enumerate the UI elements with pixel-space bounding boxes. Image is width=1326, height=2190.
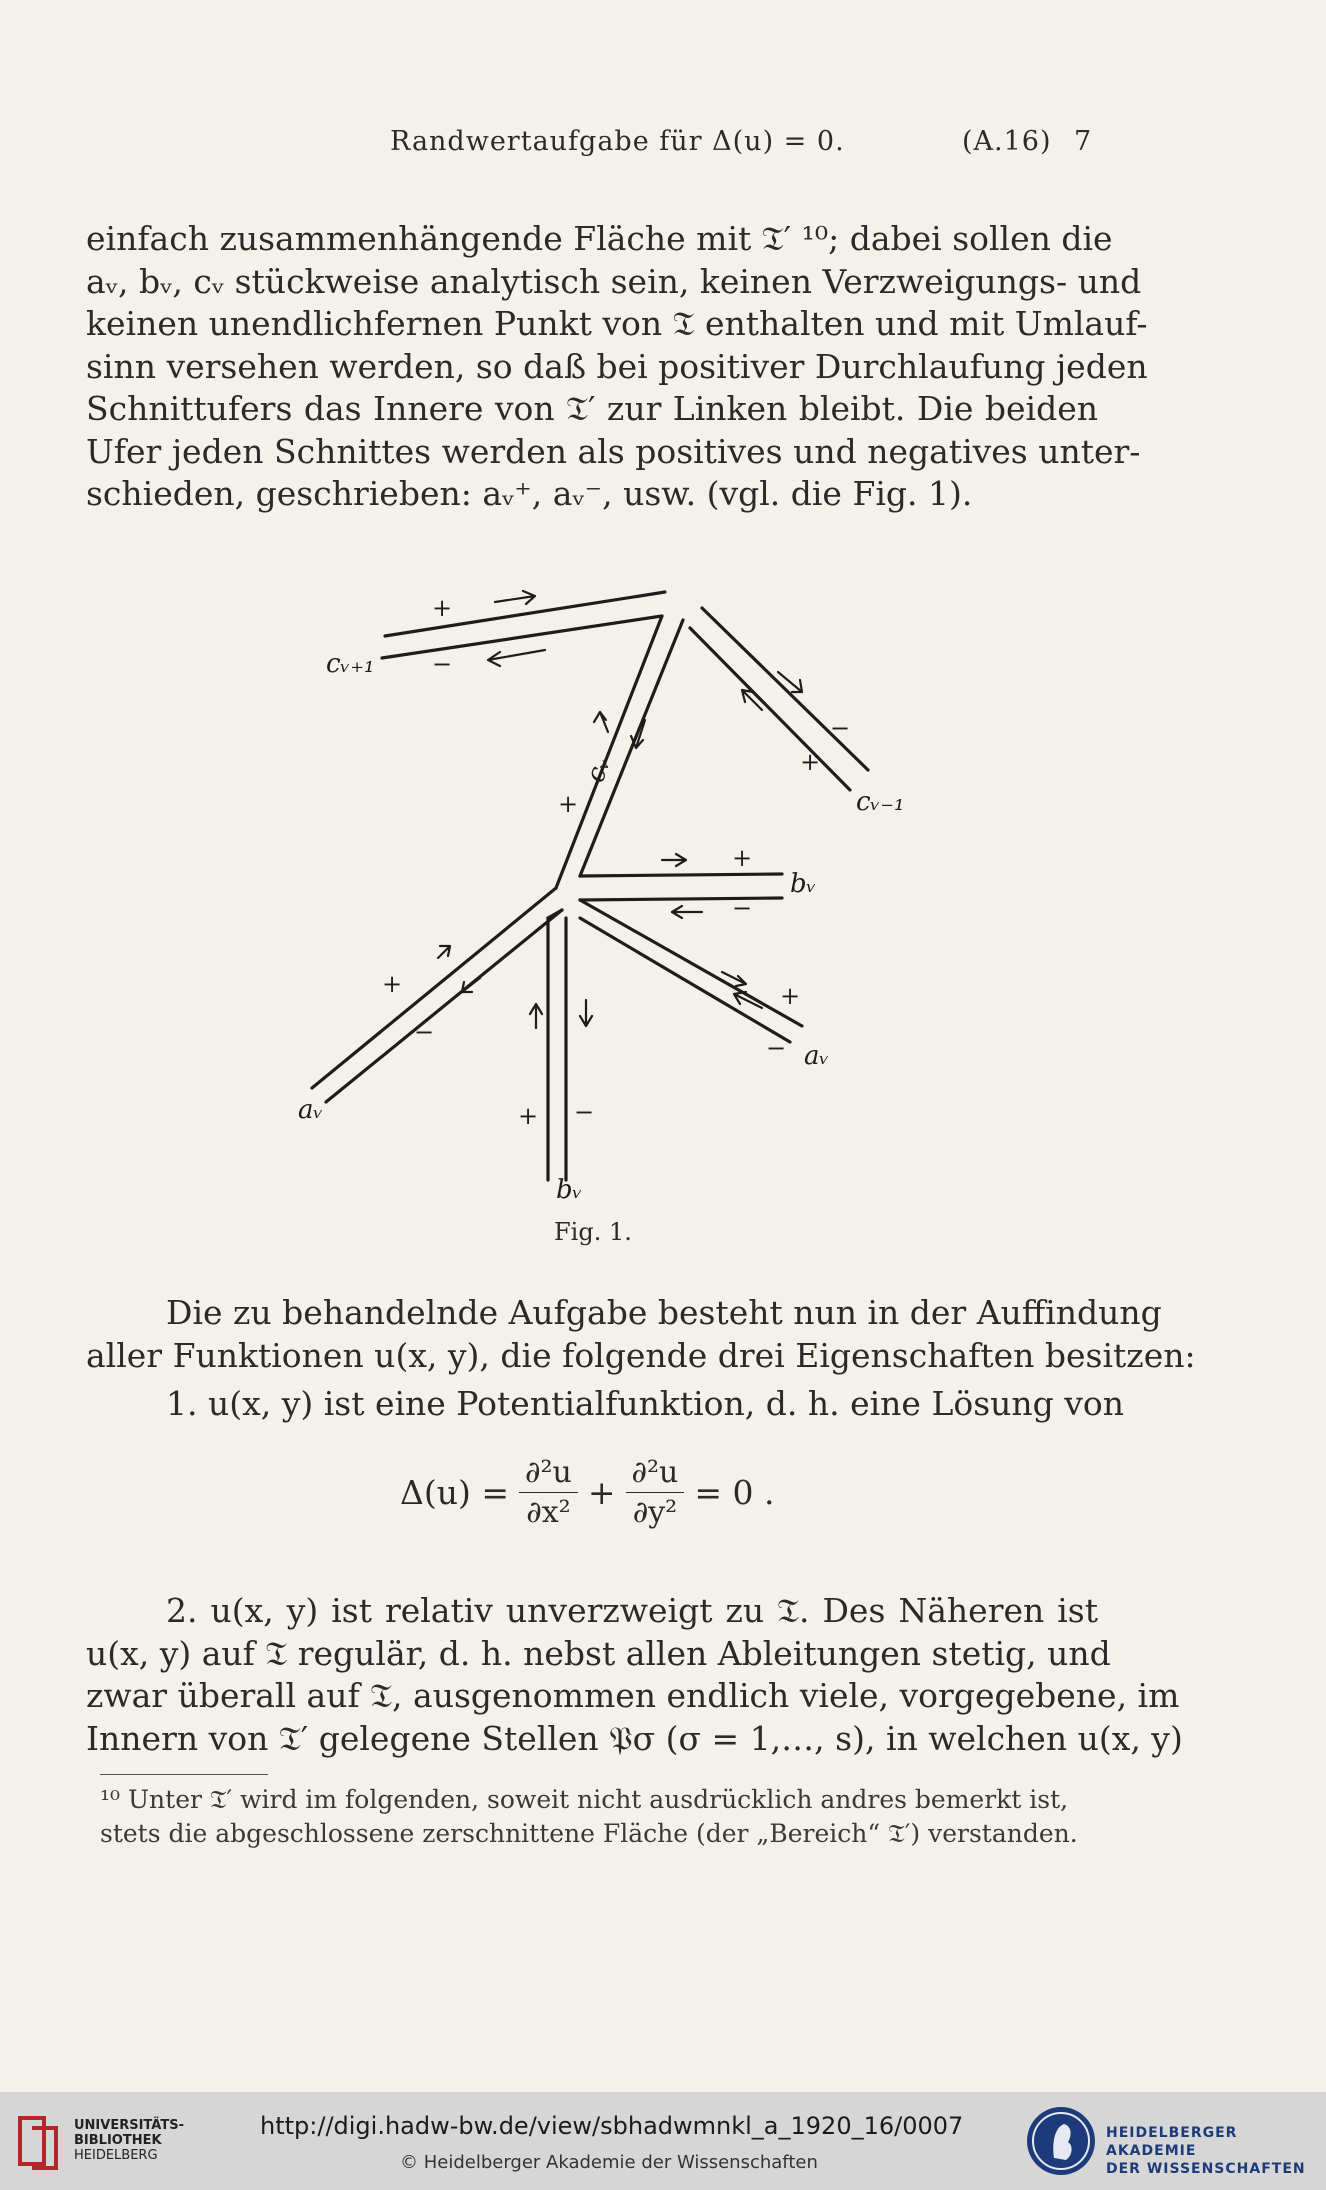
- text-line: aller Funktionen u(x, y), die folgende drei Eigenschaften besitzen:: [86, 1335, 1196, 1375]
- arrow-mark: [580, 1000, 592, 1026]
- text-line: u(x, y) auf 𝔗 regulär, d. h. nebst allen Ableitungen stetig, und: [86, 1633, 1111, 1673]
- arrow-mark: [488, 650, 545, 666]
- laplace-equation: [400, 1455, 775, 1530]
- text-line: Die zu behandelnde Aufgabe besteht nun in der Auffindung: [166, 1293, 1162, 1332]
- copyright-notice: © Heidelberger Akademie der Wissenschaften: [400, 2152, 818, 2173]
- plus-sign: +: [518, 1102, 539, 1130]
- cut-c-prev-upper: [702, 608, 868, 770]
- figure-caption: Fig. 1.: [554, 1218, 632, 1246]
- plus-sign: +: [382, 970, 403, 998]
- plus-sign: +: [800, 748, 821, 776]
- fraction-d2u-dy2: [626, 1455, 685, 1530]
- label-b-lower: bᵥ: [556, 1175, 583, 1200]
- footnote-rule: [100, 1774, 268, 1775]
- arrow-mark: [594, 712, 608, 732]
- cut-a-right-lower: [580, 918, 790, 1042]
- arrow-mark: [672, 906, 702, 918]
- cut-c-next-lower: [382, 616, 662, 658]
- cut-a-right-upper: [580, 900, 802, 1026]
- text-line: keinen unendlichfernen Punkt von 𝔗 enthalten und mit Umlauf-: [86, 304, 1148, 343]
- label-c-prev: cᵥ₋₁: [856, 787, 905, 817]
- plus-sign: +: [432, 594, 453, 622]
- cut-c-prev-lower: [690, 628, 850, 790]
- text-line: schieden, geschrieben: aᵥ⁺, aᵥ⁻, usw. (vgl. die Fig. 1).: [86, 474, 973, 513]
- cut-c-nu-left: [556, 616, 662, 888]
- arrow-mark: [495, 591, 535, 604]
- plus-sign: +: [558, 790, 579, 818]
- formula-lhs: Δ(u) =: [400, 1473, 509, 1512]
- minus-sign: −: [830, 714, 851, 742]
- numerator: ∂²u: [519, 1455, 578, 1493]
- arrow-mark: [778, 672, 802, 692]
- plus-sign: +: [732, 844, 753, 872]
- text-line: 1. u(x, y) ist eine Potentialfunktion, d. h. eine Lösung von: [166, 1384, 1125, 1423]
- permalink-url[interactable]: http://digi.hadw-bw.de/view/sbhadwmnkl_a_1920_16/0007: [260, 2112, 964, 2140]
- paragraph-intro: [86, 218, 1148, 516]
- viewer-footer: [0, 2092, 1326, 2190]
- denominator: ∂x²: [526, 1495, 571, 1530]
- cut-c-nu-right: [580, 620, 683, 876]
- label-a-left: aᵥ: [298, 1095, 324, 1125]
- running-header-title: Randwertaufgabe für Δ(u) = 0.: [390, 126, 845, 157]
- label-c-nu: cᵥ: [580, 753, 617, 787]
- label-c-next: cᵥ₊₁: [326, 649, 375, 679]
- paragraph-regularity: [86, 1590, 1183, 1760]
- cut-a-left-upper: [312, 888, 556, 1088]
- academy-name: HEIDELBERGER AKADEMIE DER WISSENSCHAFTEN: [1106, 2125, 1306, 2177]
- denominator: ∂y²: [632, 1495, 678, 1530]
- text-line: Innern von 𝔗′ gelegene Stellen 𝔓σ (σ = 1,…, s), in welchen u(x, y): [86, 1718, 1183, 1758]
- minus-sign: −: [574, 1098, 595, 1126]
- arrow-mark: [662, 854, 686, 866]
- label-a-right: aᵥ: [804, 1041, 830, 1071]
- minus-sign: −: [766, 1034, 787, 1062]
- running-header-ref: (A.16): [962, 126, 1052, 157]
- minus-sign: −: [732, 894, 753, 922]
- university-library-name: UNIVERSITÄTS- BIBLIOTHEK HEIDELBERG: [74, 2118, 184, 2163]
- footnote-10: ¹⁰ Unter 𝔗′ wird im folgenden, soweit nicht ausdrücklich andres bemerkt ist, stets die abgeschlossene zerschnittene Fläche (der „Bereich“ 𝔗′) verstanden.: [100, 1785, 1078, 1848]
- cut-b-upper-top: [580, 874, 782, 876]
- label-b-upper: bᵥ: [790, 869, 817, 899]
- plus-operator: +: [587, 1473, 616, 1512]
- minus-sign: −: [414, 1018, 435, 1046]
- university-library-logo-icon: [14, 2110, 62, 2172]
- text-line: aᵥ, bᵥ, cᵥ stückweise analytisch sein, keinen Verzweigungs- und: [86, 261, 1142, 301]
- formula-rhs: = 0 .: [694, 1473, 775, 1512]
- paragraph-task: [86, 1292, 1196, 1426]
- arrow-mark: [462, 978, 480, 992]
- text-line: Schnittufers das Innere von 𝔗′ zur Linken bleibt. Die beiden: [86, 389, 1098, 428]
- figure-1-diagram: [290, 580, 930, 1200]
- text-line: einfach zusammenhängende Fläche mit 𝔗′ ¹⁰; dabei sollen die: [86, 219, 1113, 258]
- arrow-mark: [438, 946, 450, 958]
- text-line: Ufer jeden Schnittes werden als positives und negatives unter-: [86, 431, 1141, 471]
- numerator: ∂²u: [626, 1455, 685, 1493]
- arrow-mark: [530, 1004, 542, 1028]
- plus-sign: +: [780, 982, 801, 1010]
- fraction-d2u-dx2: [519, 1455, 578, 1530]
- text-line: zwar überall auf 𝔗, ausgenommen endlich viele, vorgegebene, im: [86, 1676, 1180, 1715]
- academy-seal-icon: [1024, 2104, 1098, 2178]
- cut-a-left-lower: [326, 910, 562, 1102]
- text-line: 2. u(x, y) ist relativ unverzweigt zu 𝔗. Des Näheren ist: [166, 1591, 1098, 1630]
- page-number: 7: [1074, 126, 1093, 157]
- text-line: sinn versehen werden, so daß bei positiver Durchlaufung jeden: [86, 346, 1148, 386]
- minus-sign: −: [432, 650, 453, 678]
